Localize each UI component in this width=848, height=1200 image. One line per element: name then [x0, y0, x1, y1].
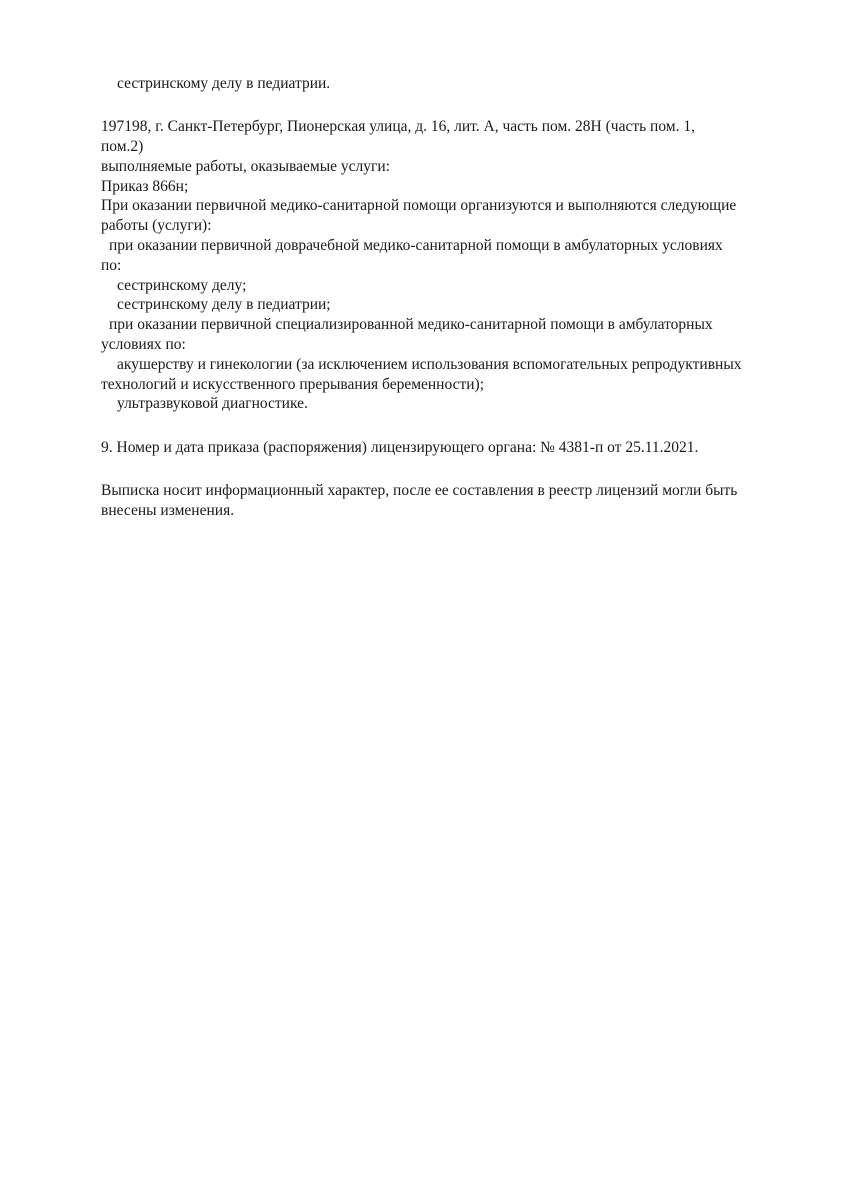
- list-item: ультразвуковой диагностике.: [117, 395, 308, 413]
- order-number-line: 9. Номер и дата приказа (распоряжения) лицензирующего органа: № 4381-п от 25.11.2021.: [101, 438, 699, 456]
- text-line: выполняемые работы, оказываемые услуги:: [101, 157, 390, 175]
- text-line: технологий и искусственного прерывания беременности);: [101, 375, 485, 393]
- text-line: работы (услуги):: [101, 217, 212, 235]
- disclaimer-line-cont: внесены изменения.: [101, 501, 235, 519]
- text-line: условиях по:: [101, 336, 186, 354]
- paragraph-gap: [101, 458, 813, 482]
- text-line: Приказ 866н;: [101, 177, 189, 195]
- text-line: по:: [101, 256, 122, 274]
- list-item: сестринскому делу;: [117, 276, 247, 294]
- paragraph-gap: [101, 414, 813, 438]
- address-line: 197198, г. Санкт-Петербург, Пионерская улица, д. 16, лит. А, часть пом. 28Н (часть пом. 1,: [101, 118, 695, 136]
- text-line: при оказании первичной специализированной медико-санитарной помощи в амбулаторных: [109, 316, 713, 334]
- list-item: сестринскому делу в педиатрии;: [117, 296, 331, 314]
- disclaimer-line: Выписка носит информационный характер, после ее составления в реестр лицензий могли быть: [101, 482, 738, 500]
- address-line-cont: пом.2): [101, 138, 144, 156]
- document-body: [101, 74, 813, 521]
- paragraph-gap: [101, 94, 813, 118]
- text-line: При оказании первичной медико-санитарной помощи организуются и выполняются следующие: [101, 197, 737, 215]
- list-item: акушерству и гинекологии (за исключением использования вспомогательных репродуктивных: [117, 355, 742, 373]
- text-line: при оказании первичной доврачебной медико-санитарной помощи в амбулаторных условиях: [109, 237, 723, 255]
- text-line: сестринскому делу в педиатрии.: [117, 75, 331, 92]
